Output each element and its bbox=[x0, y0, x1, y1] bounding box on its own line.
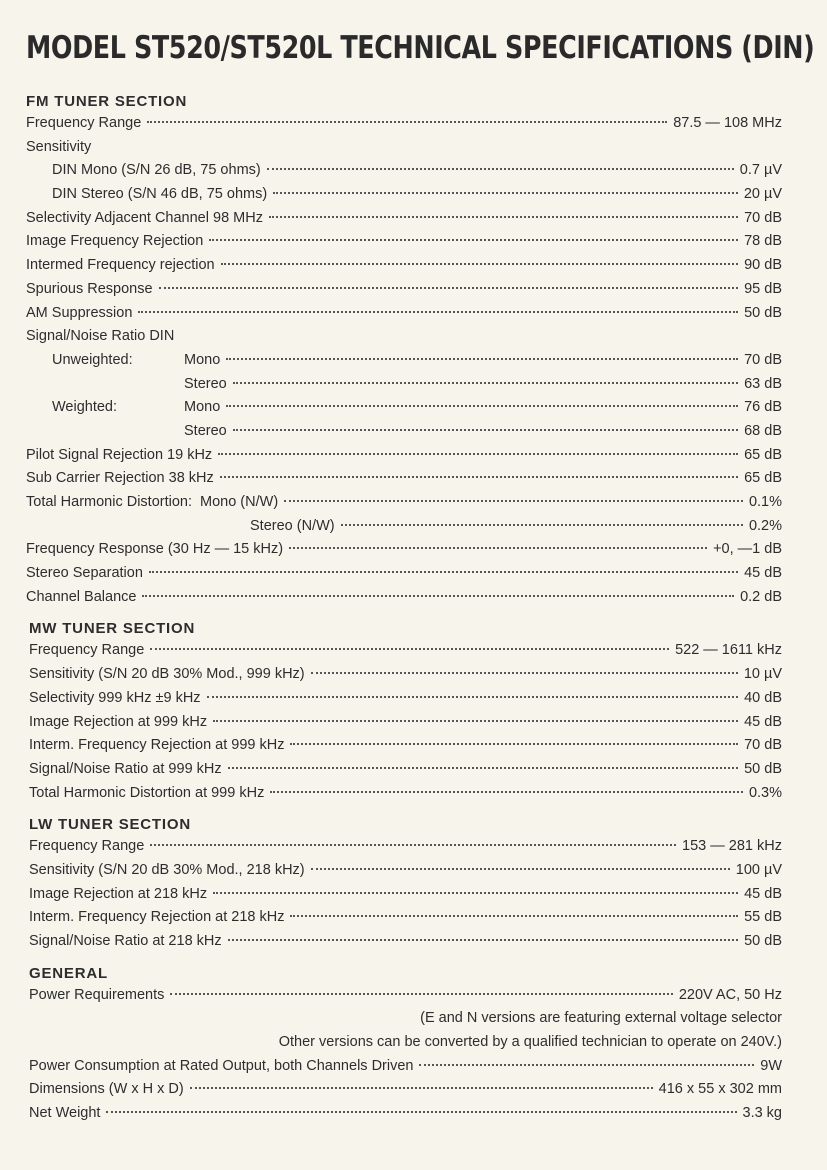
fm-din-stereo-row bbox=[26, 183, 782, 207]
spec-label: Pilot Signal Rejection 19 kHz bbox=[26, 446, 213, 463]
spec-label: Frequency Range bbox=[29, 838, 145, 855]
mw-if-rejection-row bbox=[26, 734, 782, 758]
spec-label: Total Harmonic Distortion at 999 kHz bbox=[29, 784, 265, 801]
dot-leader bbox=[218, 453, 738, 455]
spec-value: 10 µV bbox=[743, 666, 782, 683]
dot-leader bbox=[311, 868, 730, 870]
spec-value: 78 dB bbox=[744, 233, 782, 250]
spec-value: 0.7 µV bbox=[739, 162, 782, 179]
fm-tuner-section bbox=[26, 92, 782, 609]
fm-spurious-row bbox=[26, 278, 782, 302]
voltage-note-line-2: Other versions can be converted by a qualified technician to operate on 240V.) bbox=[278, 1034, 782, 1051]
fm-din-mono-row bbox=[26, 159, 782, 183]
dot-leader bbox=[269, 216, 738, 218]
net-weight-row bbox=[26, 1102, 782, 1126]
dot-leader bbox=[138, 311, 738, 313]
spec-value: 45 dB bbox=[744, 565, 782, 582]
dot-leader bbox=[341, 524, 743, 526]
spec-sub-label: Mono (N/W) bbox=[200, 494, 279, 510]
spec-label: Stereo bbox=[184, 422, 227, 439]
dot-leader bbox=[190, 1087, 653, 1089]
spec-value: 65 dB bbox=[744, 446, 782, 463]
dot-leader bbox=[273, 192, 738, 194]
dot-leader bbox=[270, 791, 743, 793]
fm-selectivity-row bbox=[26, 207, 782, 231]
spec-label: Power Consumption at Rated Output, both Channels Driven bbox=[29, 1057, 414, 1074]
dot-leader bbox=[150, 844, 676, 846]
spec-value: 50 dB bbox=[744, 933, 782, 949]
fm-frequency-response-row bbox=[26, 538, 782, 562]
spec-value: 87.5 — 108 MHz bbox=[673, 115, 782, 131]
dot-leader bbox=[207, 696, 739, 698]
spec-label: Image Rejection at 218 kHz bbox=[29, 885, 208, 902]
fm-sn-unweighted-mono-row bbox=[26, 349, 782, 373]
mw-section-heading: MW TUNER SECTION bbox=[29, 620, 196, 638]
spec-label: Signal/Noise Ratio at 999 kHz bbox=[29, 760, 222, 777]
dot-leader bbox=[159, 287, 739, 289]
spec-value: 3.3 kg bbox=[742, 1105, 782, 1122]
dot-leader bbox=[209, 239, 738, 241]
mw-sensitivity-row bbox=[26, 663, 782, 687]
dot-leader bbox=[419, 1064, 754, 1066]
general-section bbox=[26, 964, 782, 1126]
spec-label: Total Harmonic Distortion: bbox=[26, 494, 192, 510]
mw-selectivity-row bbox=[26, 687, 782, 711]
dot-leader bbox=[228, 939, 738, 941]
spec-label: Selectivity Adjacent Channel 98 MHz bbox=[26, 209, 263, 226]
spec-value: 63 dB bbox=[744, 375, 782, 392]
spec-label: Sensitivity (S/N 20 dB 30% Mod., 218 kHz) bbox=[29, 861, 305, 878]
spec-value: 70 dB bbox=[744, 737, 782, 754]
spec-value: 45 dB bbox=[744, 713, 782, 730]
mw-frequency-range-row bbox=[26, 639, 782, 663]
lw-if-rejection-row bbox=[26, 906, 782, 930]
dot-leader bbox=[150, 648, 669, 650]
lw-sensitivity-row bbox=[26, 859, 782, 883]
spec-value: 45 dB bbox=[744, 885, 782, 902]
spec-label: Power Requirements bbox=[29, 986, 165, 1003]
spec-label: Sub Carrier Rejection 38 kHz bbox=[26, 470, 214, 487]
dot-leader bbox=[213, 892, 738, 894]
dot-leader bbox=[226, 405, 738, 407]
dot-leader bbox=[213, 720, 738, 722]
lw-image-rejection-row bbox=[26, 883, 782, 907]
spec-value: 0.2% bbox=[748, 517, 782, 534]
spec-label: Image Frequency Rejection bbox=[26, 233, 204, 250]
spec-label: Net Weight bbox=[29, 1105, 101, 1122]
spec-label: Frequency Range bbox=[26, 115, 142, 131]
spec-value: 20 µV bbox=[743, 186, 782, 203]
fm-sn-weighted-stereo-row bbox=[26, 420, 782, 444]
mw-tuner-section bbox=[26, 619, 782, 805]
mw-image-rejection-row bbox=[26, 711, 782, 735]
dot-leader bbox=[149, 571, 738, 573]
dot-leader bbox=[226, 358, 738, 360]
dot-leader bbox=[221, 263, 739, 265]
spec-label: Sensitivity (S/N 20 dB 30% Mod., 999 kHz) bbox=[29, 666, 305, 683]
dot-leader bbox=[228, 767, 738, 769]
spec-label: Stereo Separation bbox=[26, 565, 143, 582]
spec-value: 153 — 281 kHz bbox=[682, 838, 782, 855]
power-consumption-row bbox=[26, 1055, 782, 1079]
spec-label: Frequency Response (30 Hz — 15 kHz) bbox=[26, 541, 284, 558]
spec-label: Frequency Range bbox=[29, 642, 145, 659]
lw-sn-row bbox=[26, 930, 782, 954]
mw-sn-row bbox=[26, 758, 782, 782]
spec-label: Dimensions (W x H x D) bbox=[29, 1081, 184, 1098]
lw-frequency-range-row bbox=[26, 835, 782, 859]
spec-label: DIN Mono (S/N 26 dB, 75 ohms) bbox=[52, 162, 261, 179]
fm-if-rejection-row bbox=[26, 254, 782, 278]
dot-leader bbox=[142, 595, 734, 597]
dot-leader bbox=[147, 121, 667, 123]
spec-sheet bbox=[26, 22, 815, 1136]
dot-leader bbox=[290, 915, 738, 917]
spec-label: Sensitivity bbox=[26, 138, 92, 155]
fm-am-suppression-row bbox=[26, 302, 782, 326]
lw-tuner-section bbox=[26, 815, 782, 953]
spec-value: 65 dB bbox=[744, 470, 782, 487]
spec-label: DIN Stereo (S/N 46 dB, 75 ohms) bbox=[52, 186, 268, 203]
spec-label: AM Suppression bbox=[26, 304, 133, 321]
spec-label: Channel Balance bbox=[26, 588, 137, 605]
general-section-heading: GENERAL bbox=[29, 964, 108, 982]
dot-leader bbox=[284, 500, 743, 502]
dot-leader bbox=[220, 476, 738, 478]
fm-subcarrier-rejection-row bbox=[26, 467, 782, 491]
lw-section-heading: LW TUNER SECTION bbox=[29, 816, 191, 834]
fm-frequency-range-row bbox=[26, 112, 782, 136]
spec-label: Interm. Frequency Rejection at 218 kHz bbox=[29, 909, 285, 926]
fm-sn-heading-row bbox=[26, 325, 782, 349]
spec-label: Mono bbox=[184, 399, 221, 416]
spec-label: Spurious Response bbox=[26, 280, 153, 297]
spec-group-label: Weighted: bbox=[52, 399, 118, 416]
spec-value: 0.2 dB bbox=[740, 588, 782, 605]
spec-value: 55 dB bbox=[744, 909, 782, 926]
spec-group-label: Unweighted: bbox=[52, 351, 133, 368]
spec-value: 9W bbox=[760, 1057, 782, 1074]
spec-value: 0.3% bbox=[748, 784, 782, 801]
spec-value: 70 dB bbox=[744, 351, 782, 368]
dot-leader bbox=[233, 382, 738, 384]
mw-thd-row bbox=[26, 782, 782, 806]
dot-leader bbox=[290, 743, 738, 745]
fm-sn-weighted-mono-row bbox=[26, 396, 782, 420]
fm-sensitivity-heading-row bbox=[26, 136, 782, 160]
fm-pilot-rejection-row bbox=[26, 444, 782, 468]
spec-label: Image Rejection at 999 kHz bbox=[29, 713, 208, 730]
spec-value: 50 dB bbox=[744, 760, 782, 777]
spec-label: Interm. Frequency Rejection at 999 kHz bbox=[29, 737, 285, 754]
spec-value: 40 dB bbox=[744, 689, 782, 706]
spec-value: 70 dB bbox=[744, 209, 782, 226]
dot-leader bbox=[106, 1111, 736, 1113]
dot-leader bbox=[233, 429, 738, 431]
fm-image-rejection-row bbox=[26, 230, 782, 254]
spec-label: Mono bbox=[184, 351, 221, 368]
dot-leader bbox=[170, 993, 672, 995]
fm-sn-unweighted-stereo-row bbox=[26, 373, 782, 397]
spec-sub-label: Stereo (N/W) bbox=[250, 517, 335, 534]
spec-label: Signal/Noise Ratio DIN bbox=[26, 328, 175, 345]
spec-value: 90 dB bbox=[744, 257, 782, 274]
spec-label: Stereo bbox=[184, 375, 227, 392]
spec-label: Selectivity 999 kHz ±9 kHz bbox=[29, 689, 201, 706]
spec-value: 76 dB bbox=[744, 399, 782, 416]
fm-channel-balance-row bbox=[26, 586, 782, 610]
voltage-note-line-1: (E and N versions are featuring external voltage selector bbox=[420, 1010, 782, 1027]
spec-value: +0, —1 dB bbox=[713, 541, 782, 558]
spec-value: 50 dB bbox=[744, 304, 782, 321]
dot-leader bbox=[311, 672, 738, 674]
dot-leader bbox=[289, 547, 707, 549]
spec-value: 416 x 55 x 302 mm bbox=[658, 1081, 782, 1098]
spec-value: 100 µV bbox=[735, 861, 782, 878]
spec-value: 220V AC, 50 Hz bbox=[678, 986, 782, 1003]
spec-label: Signal/Noise Ratio at 218 kHz bbox=[29, 933, 222, 949]
spec-value: 95 dB bbox=[744, 280, 782, 297]
spec-value: 0.1% bbox=[748, 494, 782, 510]
fm-thd-stereo-row bbox=[26, 515, 782, 539]
spec-value: 522 — 1611 kHz bbox=[675, 642, 782, 659]
fm-section-heading: FM TUNER SECTION bbox=[26, 93, 188, 110]
power-requirements-row bbox=[26, 984, 782, 1008]
fm-thd-mono-row bbox=[26, 491, 782, 515]
dimensions-row bbox=[26, 1078, 782, 1102]
spec-label: Intermed Frequency rejection bbox=[26, 257, 215, 274]
dot-leader bbox=[267, 168, 734, 170]
page-title: MODEL ST520/ST520L TECHNICAL SPECIFICATIONS (DIN) bbox=[26, 30, 815, 66]
fm-stereo-separation-row bbox=[26, 562, 782, 586]
spec-value: 68 dB bbox=[744, 422, 782, 439]
